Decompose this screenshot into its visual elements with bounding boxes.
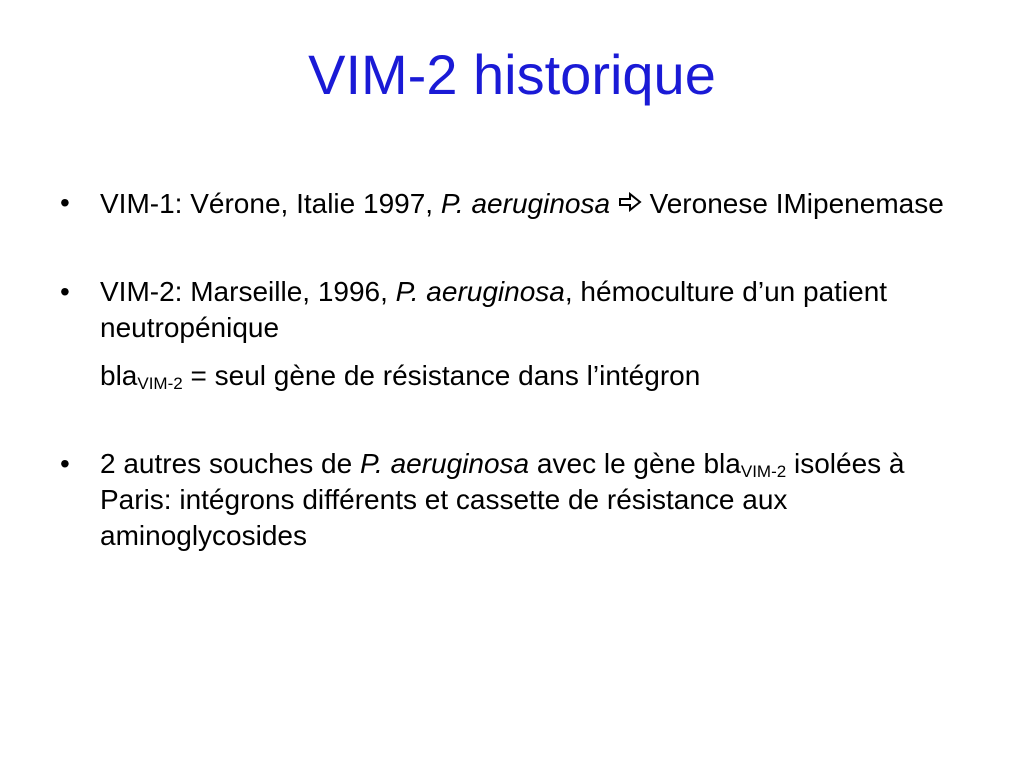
species-name: P. aeruginosa [395, 276, 565, 307]
bullet-text: Veronese IMipenemase [641, 188, 944, 219]
bullet-text: isolées à Paris: intégrons différents et cassette de résistance aux aminoglycosides [100, 448, 905, 551]
right-arrow-icon [618, 185, 642, 205]
bullet-list [60, 185, 960, 554]
bullet-dot: • [60, 448, 70, 479]
gene-subscript: VIM-2 [740, 462, 787, 481]
bullet-item-vim1 [60, 185, 960, 222]
gene-subscript: VIM-2 [137, 374, 183, 393]
bullet-text: VIM-2: Marseille, 1996, [100, 276, 396, 307]
bullet-text: 2 autres souches de [100, 448, 360, 479]
sub-text: = seul gène de résistance dans l’intégron [182, 360, 701, 391]
gene-name: bla [100, 360, 138, 391]
bullet-text: VIM-1: Vérone, Italie 1997, [100, 188, 441, 219]
sub-paragraph-gene [60, 358, 960, 394]
bullet-item-paris [60, 446, 960, 554]
bullet-item-vim2 [60, 274, 960, 346]
species-name: P. aeruginosa [440, 188, 611, 219]
bullet-text: , hémoculture d’un patient neutropénique [100, 276, 888, 343]
bullet-dot: • [60, 276, 70, 307]
bullet-dot: • [60, 187, 70, 218]
slide-title: VIM-2 historique [308, 43, 716, 106]
species-name: P. aeruginosa [359, 448, 530, 479]
bullet-text: avec le gène bla [529, 448, 741, 479]
